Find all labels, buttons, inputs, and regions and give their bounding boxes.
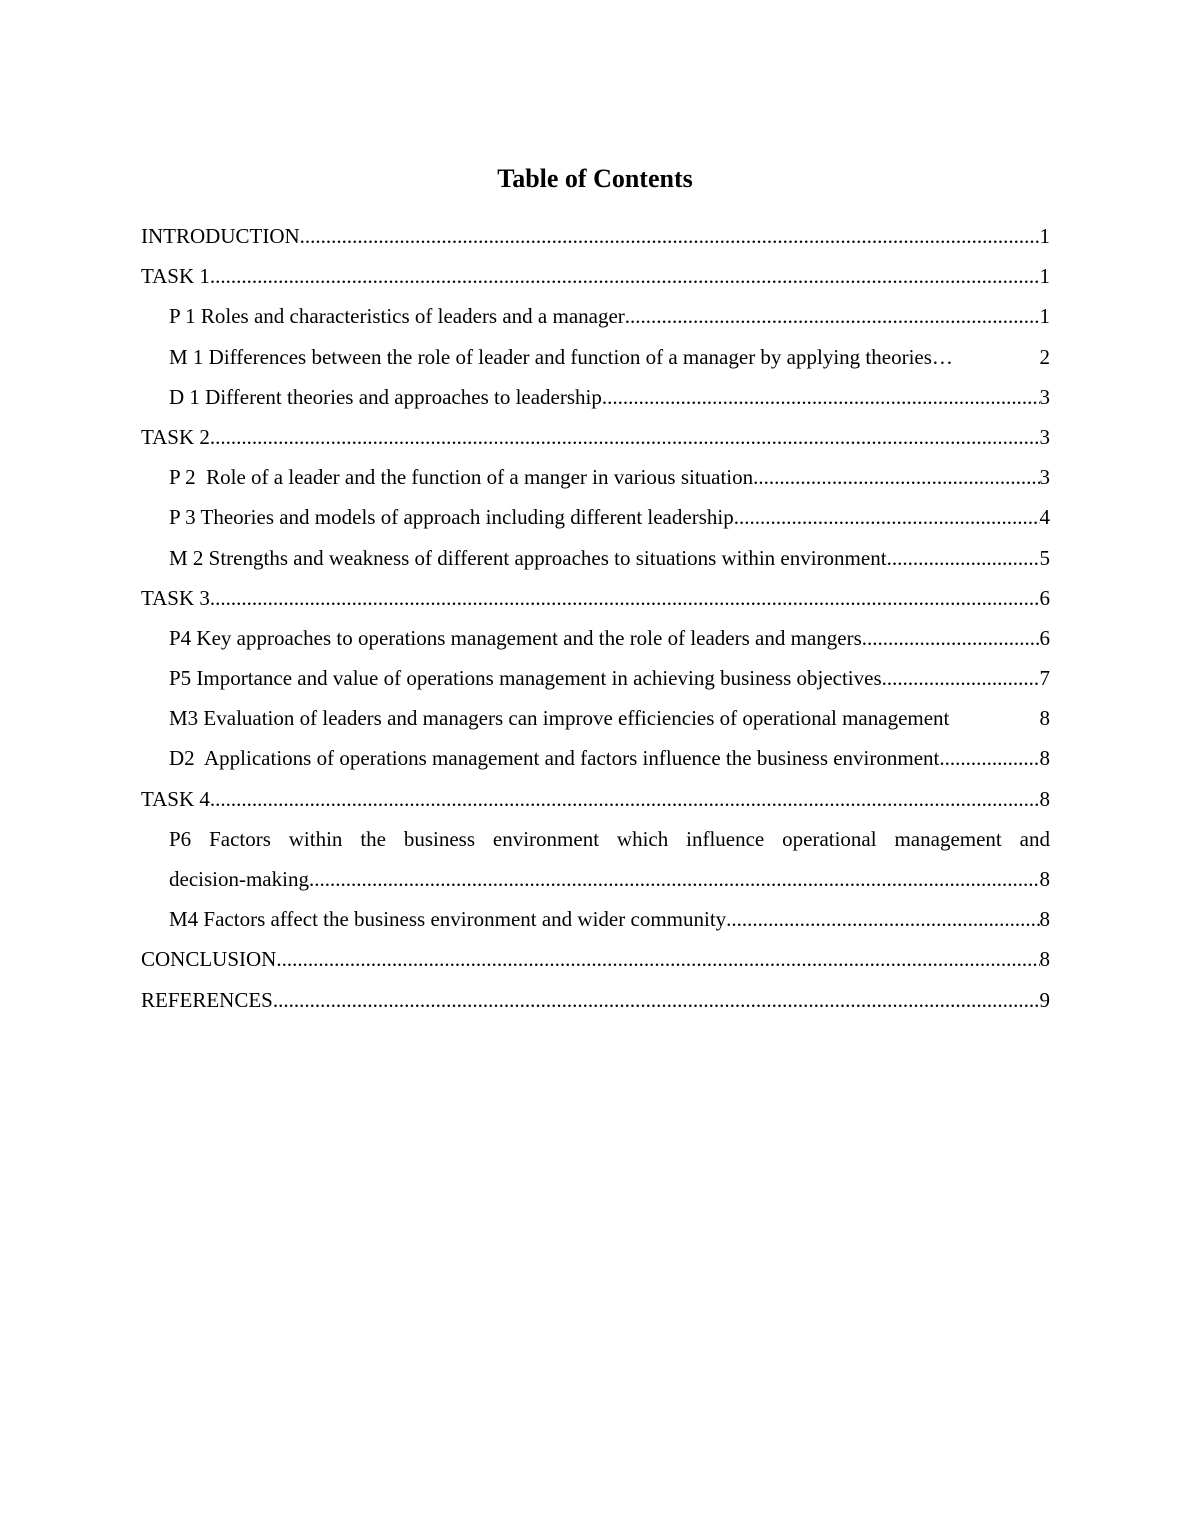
toc-entry-introduction[interactable] <box>141 216 1050 256</box>
toc-entry-m2[interactable] <box>169 538 1050 578</box>
toc-entry-p6[interactable] <box>169 819 1050 899</box>
toc-page-number: 8 <box>1039 907 1050 932</box>
toc-page-number: 8 <box>1039 947 1050 972</box>
toc-entry-label: TASK 4 <box>141 786 210 811</box>
toc-entry-word: within <box>288 826 343 851</box>
toc-entry-p1[interactable] <box>169 296 1050 336</box>
toc-page-number: 6 <box>1039 585 1050 610</box>
toc-entry-label: D 1 Different theories and approaches to leadership <box>169 384 602 409</box>
dot-leader <box>210 256 1040 296</box>
toc-page-number: 8 <box>1039 706 1050 731</box>
toc-entry-label: REFERENCES <box>141 987 273 1012</box>
toc-entry-label: M3 Evaluation of leaders and managers can improve efficiencies of operational management <box>169 706 950 731</box>
toc-entry-m4[interactable] <box>169 899 1050 939</box>
toc-page-number: 2 <box>1039 344 1050 369</box>
toc-entry-m1[interactable] <box>169 337 1050 377</box>
toc-entry-label: TASK 2 <box>141 424 210 449</box>
toc-entry-references[interactable] <box>141 980 1050 1020</box>
toc-page-number: 4 <box>1039 505 1050 530</box>
dot-leader <box>276 939 1039 979</box>
toc-page-number: 1 <box>1039 224 1050 248</box>
toc-page-number: 8 <box>1039 867 1050 891</box>
toc-entry-d2[interactable] <box>169 738 1050 778</box>
dot-leader <box>309 859 1040 899</box>
toc-entry-p3[interactable] <box>169 497 1050 537</box>
toc-page-number: 3 <box>1039 384 1050 409</box>
toc-page-number: 6 <box>1039 625 1050 650</box>
dot-leader <box>273 980 1040 1020</box>
toc-entry-word: Factors <box>209 826 271 851</box>
toc-entry-label: TASK 1 <box>141 264 210 289</box>
toc-page-number: 3 <box>1039 424 1050 449</box>
dot-leader <box>734 497 1040 537</box>
toc-entry-conclusion[interactable] <box>141 939 1050 979</box>
dot-leader <box>862 618 1040 658</box>
toc-entry-label: M4 Factors affect the business environment and wider community <box>169 907 727 932</box>
dot-leader <box>625 296 1040 336</box>
toc-entry-word: and <box>1019 826 1050 851</box>
toc-entry-p5[interactable] <box>169 658 1050 698</box>
toc-page-number: 8 <box>1039 746 1050 771</box>
toc-page-number: 1 <box>1039 264 1050 289</box>
toc-entry-task-4[interactable] <box>141 779 1050 819</box>
toc-list <box>141 216 1050 1020</box>
toc-entry-label: P 2 Role of a leader and the function of a manger in various situation <box>169 465 754 490</box>
toc-entry-word: the <box>360 826 386 851</box>
dot-leader <box>602 377 1040 417</box>
toc-page-number: 5 <box>1039 545 1050 570</box>
toc-entry-word: management <box>894 826 1002 851</box>
toc-entry-word: business <box>403 826 476 851</box>
dot-leader <box>210 417 1040 457</box>
toc-entry-label: INTRODUCTION <box>141 224 300 248</box>
toc-entry-d1[interactable] <box>169 377 1050 417</box>
toc-entry-word: which <box>616 826 669 851</box>
dot-leader <box>939 738 1039 778</box>
toc-page-number: 1 <box>1039 304 1050 329</box>
toc-entry-label-line-2: decision-making <box>169 867 309 891</box>
dot-leader <box>932 337 1040 377</box>
toc-entry-task-2[interactable] <box>141 417 1050 457</box>
toc-entry-label: CONCLUSION <box>141 947 277 972</box>
toc-entry-word: P6 <box>169 826 192 851</box>
dot-leader <box>882 658 1040 698</box>
toc-entry-task-1[interactable] <box>141 256 1050 296</box>
toc-page-number: 8 <box>1039 786 1050 811</box>
toc-entry-word: environment <box>492 826 600 851</box>
dot-leader <box>210 779 1040 819</box>
dot-leader <box>726 899 1039 939</box>
toc-entry-label: P4 Key approaches to operations management and the role of leaders and mangers <box>169 625 862 650</box>
toc-entry-word: influence <box>686 826 765 851</box>
dot-leader <box>753 457 1039 497</box>
toc-entry-label: P 3 Theories and models of approach including different leadership <box>169 505 734 530</box>
toc-entry-m3[interactable] <box>169 698 1050 738</box>
page-title: Table of Contents <box>497 164 693 193</box>
dot-leader <box>887 538 1040 578</box>
toc-entry-label: M 2 Strengths and weakness of different approaches to situations within environment <box>169 545 887 570</box>
toc-page-number: 3 <box>1039 465 1050 490</box>
toc-entry-label: P5 Importance and value of operations management in achieving business objectives <box>169 666 882 691</box>
toc-entry-label: M 1 Differences between the role of leader and function of a manager by applying theories <box>169 344 932 369</box>
toc-entry-label-line-1 <box>169 819 1050 859</box>
toc-entry-label: TASK 3 <box>141 585 210 610</box>
toc-entry-p2[interactable] <box>169 457 1050 497</box>
toc-entry-label: P 1 Roles and characteristics of leaders and a manager <box>169 304 625 329</box>
toc-entry-p4[interactable] <box>169 618 1050 658</box>
dot-leader <box>300 216 1040 256</box>
toc-page-number: 9 <box>1039 987 1050 1012</box>
toc-page-number: 7 <box>1039 666 1050 691</box>
dot-leader <box>210 578 1040 618</box>
toc-entry-label: D2 Applications of operations management and factors influence the business environment <box>169 746 940 771</box>
toc-entry-word: operational <box>782 826 877 851</box>
toc-entry-task-3[interactable] <box>141 578 1050 618</box>
